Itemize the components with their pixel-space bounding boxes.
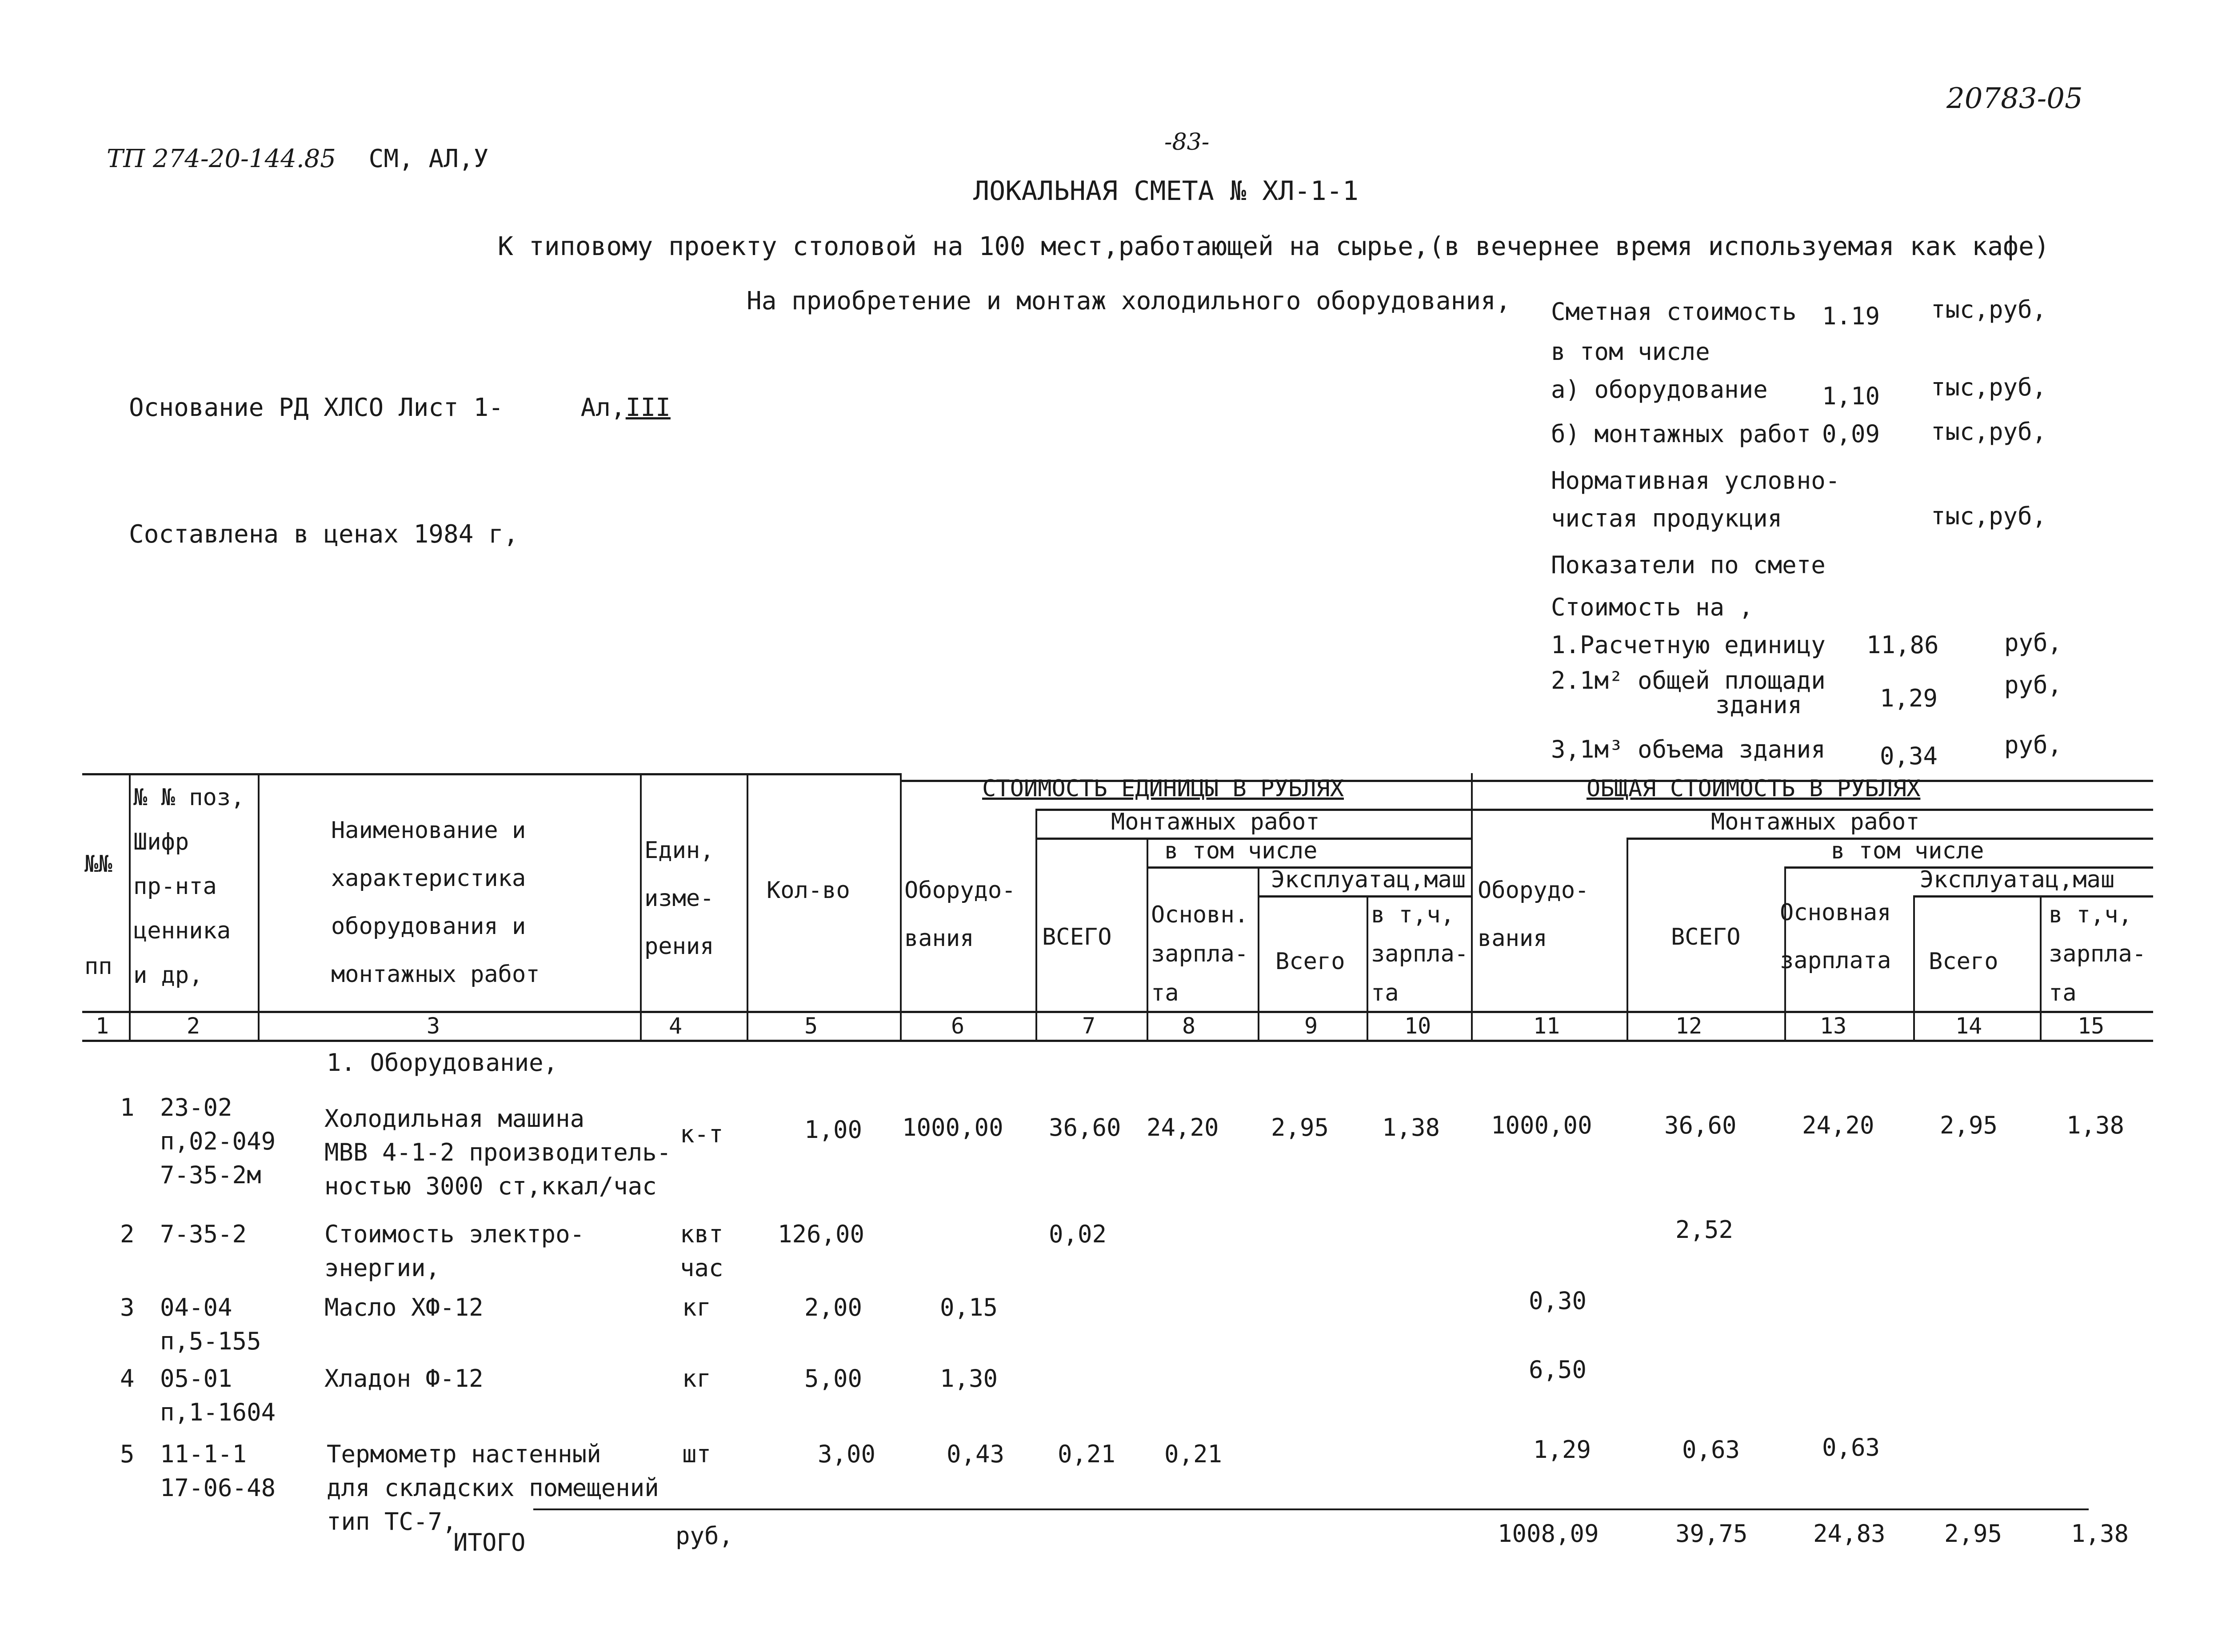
normative-line1: Нормативная условно- [1551, 467, 1840, 495]
equipment-unit: тыс,руб, [1931, 373, 2047, 401]
row-equip: 1000,00 [902, 1113, 1003, 1141]
row-number: 5 [120, 1440, 135, 1468]
row-unit: шт [682, 1440, 711, 1468]
including-label: в том числе [1551, 338, 1710, 366]
col-num: 8 [1182, 1013, 1196, 1039]
col8-header-line2: зарпла- [1151, 941, 1249, 967]
row-code: 05-01 п,1-1604 [160, 1365, 276, 1426]
row-total-expl-salary: 1,38 [2066, 1111, 2125, 1139]
install-label: б) монтажных работ [1551, 420, 1811, 448]
row-salary: 0,21 [1164, 1440, 1223, 1468]
col13-header-line1: Основная [1780, 899, 1891, 926]
col12-header: ВСЕГО [1671, 924, 1741, 950]
total-install: 39,75 [1675, 1520, 1748, 1548]
row-qty: 5,00 [804, 1365, 863, 1393]
basis-ref: Ал, [580, 393, 626, 422]
equipment-label: а) оборудование [1551, 375, 1768, 403]
col10-header-line3: та [1371, 980, 1399, 1006]
row-salary: 24,20 [1147, 1113, 1219, 1141]
install-unit: тыс,руб, [1931, 418, 2047, 446]
col4-header-line2: изме- [644, 885, 714, 912]
col3-header-line2: характеристика [331, 865, 526, 892]
col1-header-line1: №№ [84, 851, 112, 878]
estimated-cost-value: 1.19 [1822, 302, 1880, 330]
sections-label: СМ, АЛ,У [368, 144, 489, 173]
col10-header-line2: зарпла- [1371, 941, 1469, 967]
row-expl: 2,95 [1271, 1113, 1329, 1141]
install-value: 0,09 [1822, 420, 1880, 448]
col11-header-line1: Оборудо- [1478, 877, 1589, 904]
basis [129, 393, 671, 422]
basis-roman: III [625, 393, 671, 422]
row-code: 11-1-1 17-06-48 [160, 1440, 276, 1502]
purpose: На приобретение и монтаж холодильного оборудования, [747, 287, 1511, 315]
row-number: 3 [120, 1293, 135, 1321]
row-name: Холодильная машина МВВ 4-1-2 производитель- ностью 3000 ст,ккал/час [324, 1105, 671, 1200]
page-number: -83- [1164, 129, 1210, 156]
row-total: 0,02 [1049, 1220, 1107, 1248]
indicator-1-value: 11,86 [1866, 631, 1939, 659]
row-total-install: 0,63 [1682, 1436, 1740, 1464]
col1-header-line2: пп [84, 953, 112, 980]
row-total-install: 36,60 [1664, 1111, 1737, 1139]
col8-header-line1: Основн. [1151, 902, 1249, 928]
install-header-total: Монтажных работ [1711, 809, 1920, 835]
col-num: 1 [96, 1013, 109, 1039]
row-number: 2 [120, 1220, 135, 1248]
row-total-install: 2,52 [1675, 1216, 1734, 1244]
col3-header-line1: Наименование и [331, 817, 526, 844]
col-num: 14 [1955, 1013, 1982, 1039]
col15-header-line2: зарпла- [2049, 941, 2146, 967]
col10-header-line1: в т,ч, [1371, 902, 1455, 928]
total-expl: 2,95 [1944, 1520, 2002, 1548]
estimated-cost-unit: тыс,руб, [1931, 295, 2047, 323]
row-code: 04-04 п,5-155 [160, 1293, 261, 1355]
row-name: Хладон Ф-12 [324, 1365, 484, 1393]
total-equip: 1008,09 [1498, 1520, 1599, 1548]
col-num: 11 [1533, 1013, 1560, 1039]
incl-header-unit: в том числе [1164, 838, 1318, 864]
row-equip: 1,30 [940, 1365, 998, 1393]
total-unit: руб, [675, 1522, 734, 1550]
indicators-label: Показатели по смете [1551, 551, 1826, 579]
col11-header-line2: вания [1478, 925, 1547, 952]
row-qty: 2,00 [804, 1293, 863, 1321]
subtitle: К типовому проекту столовой на 100 мест,работающей на сырье,(в вечернее время используемая как кафе) [498, 231, 2050, 261]
col8-header-line3: та [1151, 980, 1179, 1006]
cost-per-label: Стоимость на , [1551, 593, 1754, 621]
col-num: 7 [1082, 1013, 1096, 1039]
total-expl-salary: 1,38 [2071, 1520, 2129, 1548]
row-total-equip: 1000,00 [1491, 1111, 1592, 1139]
row-name: Стоимость электро- энергии, [324, 1220, 585, 1282]
row-qty: 126,00 [778, 1220, 865, 1248]
row-equip: 0,15 [940, 1293, 998, 1321]
row-total: 36,60 [1049, 1113, 1121, 1141]
col-num: 4 [669, 1013, 683, 1039]
col3-header-line3: оборудования и [331, 913, 526, 940]
total-salary: 24,83 [1813, 1520, 1886, 1548]
row-expl-salary: 1,38 [1382, 1113, 1440, 1141]
row-name: Масло ХФ-12 [324, 1293, 484, 1321]
row-number: 4 [120, 1365, 135, 1393]
col-num: 9 [1304, 1013, 1318, 1039]
row-unit: к-т [680, 1120, 723, 1148]
indicator-2-line2: здания [1715, 691, 1802, 719]
row-total-equip: 1,29 [1533, 1436, 1591, 1464]
row-code: 23-02 п,02-049 7-35-2м [160, 1093, 276, 1189]
row-total-salary: 24,20 [1802, 1111, 1874, 1139]
total-cost-header: ОБЩАЯ СТОИМОСТЬ В РУБЛЯХ [1587, 775, 1921, 802]
col-num: 5 [804, 1013, 818, 1039]
prices-year: Составлена в ценах 1984 г, [129, 520, 519, 549]
indicator-2-line1: 2.1м² общей площади [1551, 666, 1826, 694]
basis-label: Основание РД ХЛСО Лист 1- [129, 393, 504, 422]
col4-header-line1: Един, [644, 837, 714, 864]
col2-header-line2: Шифр [133, 829, 189, 855]
row-unit: кг [682, 1365, 711, 1393]
col14-header: Всего [1929, 948, 1998, 975]
row-code: 7-35-2 [160, 1220, 247, 1248]
expl-header-total: Эксплуатац,маш [1920, 866, 2115, 893]
row-unit: квт час [680, 1220, 723, 1282]
row-equip: 0,43 [947, 1440, 1005, 1468]
unit-cost-header: СТОИМОСТЬ ЕДИНИЦЫ В РУБЛЯХ [982, 775, 1344, 802]
expl-header-unit: Эксплуатац,маш [1271, 866, 1466, 893]
col7-header: ВСЕГО [1042, 924, 1112, 950]
col-num: 10 [1404, 1013, 1431, 1039]
indicator-2-value: 1,29 [1880, 684, 1938, 712]
col4-header-line3: рения [644, 933, 714, 960]
row-qty: 1,00 [804, 1116, 863, 1144]
normative-line2: чистая продукция [1551, 504, 1782, 532]
indicator-1-unit: руб, [2004, 629, 2062, 657]
row-unit: кг [682, 1293, 711, 1321]
indicator-2-unit: руб, [2004, 671, 2062, 699]
col-num: 13 [1820, 1013, 1847, 1039]
row-qty: 3,00 [818, 1440, 876, 1468]
col2-header-line3: пр-нта [133, 873, 217, 900]
col13-header-line2: зарплата [1780, 947, 1891, 974]
row-total-equip: 0,30 [1529, 1287, 1587, 1315]
col15-header-line1: в т,ч, [2049, 902, 2132, 928]
col6-header-line1: Оборудо- [904, 877, 1016, 904]
row-total-salary: 0,63 [1822, 1433, 1880, 1461]
col-num: 12 [1675, 1013, 1702, 1039]
incl-header-total: в том числе [1831, 838, 1984, 864]
col3-header-line4: монтажных работ [331, 961, 540, 988]
row-total-equip: 6,50 [1529, 1356, 1587, 1384]
col2-header-line1: № № поз, [133, 784, 245, 811]
col6-header-line2: вания [904, 925, 974, 952]
indicator-1-label: 1.Расчетную единицу [1551, 631, 1826, 659]
indicator-3-value: 0,34 [1880, 742, 1938, 770]
total-label: ИТОГО [453, 1528, 526, 1556]
project-code: ТП 274-20-144.85 [107, 144, 336, 173]
row-total: 0,21 [1058, 1440, 1116, 1468]
col5-header: Кол-во [767, 877, 850, 904]
install-header-unit: Монтажных работ [1111, 809, 1320, 835]
page-title: ЛОКАЛЬНАЯ СМЕТА № ХЛ-1-1 [973, 176, 1359, 207]
col9-header: Всего [1275, 948, 1345, 975]
equipment-value: 1,10 [1822, 382, 1880, 410]
estimated-cost-label: Сметная стоимость [1551, 298, 1797, 326]
col-num: 2 [187, 1013, 200, 1039]
col-num: 3 [427, 1013, 440, 1039]
row-number: 1 [120, 1093, 135, 1121]
col2-header-line4: ценника [133, 918, 231, 944]
col-num: 15 [2078, 1013, 2105, 1039]
indicator-3-label: 3,1м³ объема здания [1551, 735, 1826, 763]
project-code-line [107, 144, 488, 173]
col2-header-line5: и др, [133, 962, 203, 989]
indicator-3-unit: руб, [2004, 731, 2062, 759]
row-name: Термометр настенный для складских помещений тип ТС-7, [327, 1440, 659, 1536]
col-num: 6 [951, 1013, 965, 1039]
normative-unit: тыс,руб, [1931, 502, 2047, 530]
document-number: 20783-05 [1946, 82, 2083, 115]
col15-header-line3: та [2049, 980, 2077, 1006]
row-total-expl: 2,95 [1940, 1111, 1998, 1139]
section-title: 1. Оборудование, [327, 1049, 558, 1077]
